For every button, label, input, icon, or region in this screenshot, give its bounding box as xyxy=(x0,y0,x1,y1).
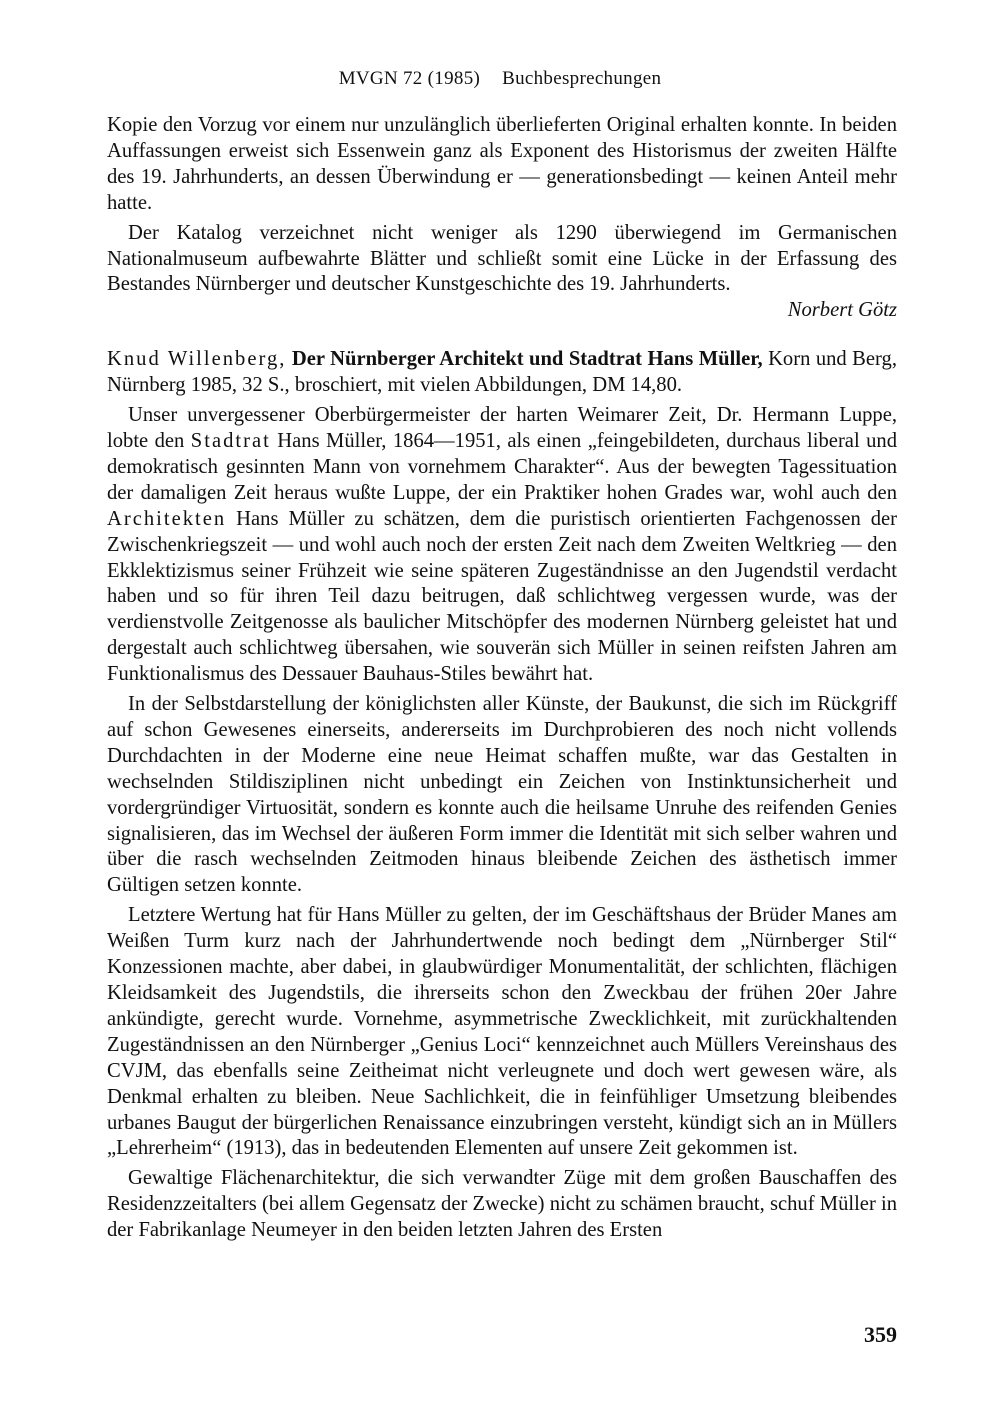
book-title: Der Nürnberger Architekt und Stadtrat Hans Müller, xyxy=(291,348,763,371)
review-paragraph-4: Gewaltige Flächenarchitektur, die sich verwandter Züge mit dem großen Bauschaffen des Residenzzeitalters (bei allem Gegensatz der Zwecke) nicht zu schämen braucht, schuf Müller in der Fabrikanlage Neumeyer in den beiden letzten Jahren des Ersten xyxy=(107,1167,897,1242)
text-run: Hans Müller, 1864—1951, als einen „feingebildeten, durchaus liberal und demokratisch gesinnten Mann von vornehmem Charakter“. Aus der bewegten Tagessituation der damaligen Zeit heraus wußte Luppe, der ein Praktiker hohen Grades war, wohl auch den xyxy=(107,429,897,504)
review-paragraph-2: In der Selbstdarstellung der königlichsten aller Künste, der Baukunst, die sich im Rückgriff auf schon Gewesenes einerseits, andererseits im Durchprobieren des noch nicht vollends Durchdachten in der Moderne eine neue Heimat schaffen mußte, war das Gestalten in wechselnden Stildisziplinen nicht unbedingt ein Zeichen von Instinktunsicherheit und vordergründiger Virtuosität, sondern es konnte auch die heilsame Unruhe des reifenden Genies signalisieren, das im Wechsel der äußeren Form immer die Identität mit sich selber wahren und über die rasch wechselnden Zeitmoden hinaus bleibende Zeichen des ästhetisch immer Gültigen setzen konnte. xyxy=(107,693,897,897)
text-run: Unser unvergessener Oberbürgermeister der harten Weimarer Zeit, Dr. Hermann Luppe, lobte den xyxy=(107,404,897,452)
text-run: Hans Müller zu schätzen, dem die puristisch orientierten Fachgenossen der Zwischenkriegszeit — und wohl auch noch der ersten Zeit nach dem Zweiten Weltkrieg — den Ekklektizismus seiner Frühzeit wie seine späteren Zugeständnisse an den Jugendstil verdacht haben und so für ihren Teil dazu beitrugen, daß schlichtweg vergessen wurde, was der verdienstvolle Zeitgenosse als baulicher Mitschöpfer des modernen Nürnberg geleistet hat und dergestalt auch schlichtweg übersahen, wie souverän sich Müller in seinen reifsten Jahren am Funktionalismus des Dessauer Bauhaus-Stiles bewährt hat. xyxy=(107,507,897,686)
emphasized-term: Stadtrat xyxy=(190,429,271,452)
page-body xyxy=(107,113,897,1244)
reviewer-signature: Norbert Götz xyxy=(787,299,897,322)
book-publication-details: Korn und Berg, Nürnberg 1985, 32 S., broschiert, mit vielen Abbildungen, DM 14,80. xyxy=(107,348,897,397)
review-paragraph-1 xyxy=(107,403,897,688)
previous-review-paragraph-2: Der Katalog verzeichnet nicht weniger als 1290 überwiegend im Germanischen Nationalmuseum aufbewahrte Blätter und schließt somit eine Lücke in der Erfassung des Bestandes Nürnberger und deutscher Kunstgeschichte des 19. Jahrhunderts. xyxy=(107,221,897,296)
review-paragraph-3: Letztere Wertung hat für Hans Müller zu gelten, der im Geschäftshaus der Brüder Manes am Weißen Turm kurz nach der Jahrhundertwende noch bedingt dem „Nürnberger Stil“ Konzessionen machte, aber dabei, in glaubwürdiger Monumentalität, der schlichten, flächigen Kleidsamkeit des Jugendstils, die ihrerseits schon den Zweckbau der frühen 20er Jahre ankündigte, gerecht wurde. Vornehme, asymmetrische Zwecklichkeit, mit zurückhaltenden Zugeständnissen an den Nürnberger „Genius Loci“ kennzeichnet auch Müllers Vereinshaus des CVJM, das ebenfalls seine Zeitheimat nicht verleugnete und doch wert gewesen wäre, als Denkmal erhalten zu bleiben. Neue Sachlichkeit, die in feinfühliger Umsetzung bleibendes urbanes Baugut der bürgerlichen Renaissance einzubringen versteht, kündigt sich an in Müllers „Lehrerheim“ (1913), das in bedeutenden Elementen auf unsere Zeit gekommen ist. xyxy=(107,904,897,1160)
section-title: Buchbesprechungen xyxy=(502,68,662,89)
previous-review-paragraph-1: Kopie den Vorzug vor einem nur unzulänglich überlieferten Original erhalten konnte. In beiden Auffassungen erweist sich Essenwein ganz als Exponent des Historismus der zweiten Hälfte des 19. Jahrhunderts, an dessen Überwindung er — generationsbedingt — keinen Anteil mehr hatte. xyxy=(107,114,897,214)
page-number: 359 xyxy=(864,1322,897,1347)
running-header xyxy=(0,68,1000,90)
book-author: Knud Willenberg, xyxy=(107,348,287,371)
review-bibliographic-heading xyxy=(107,347,897,399)
emphasized-term: Architekten xyxy=(107,507,227,530)
journal-reference: MVGN 72 (1985) xyxy=(338,68,481,89)
